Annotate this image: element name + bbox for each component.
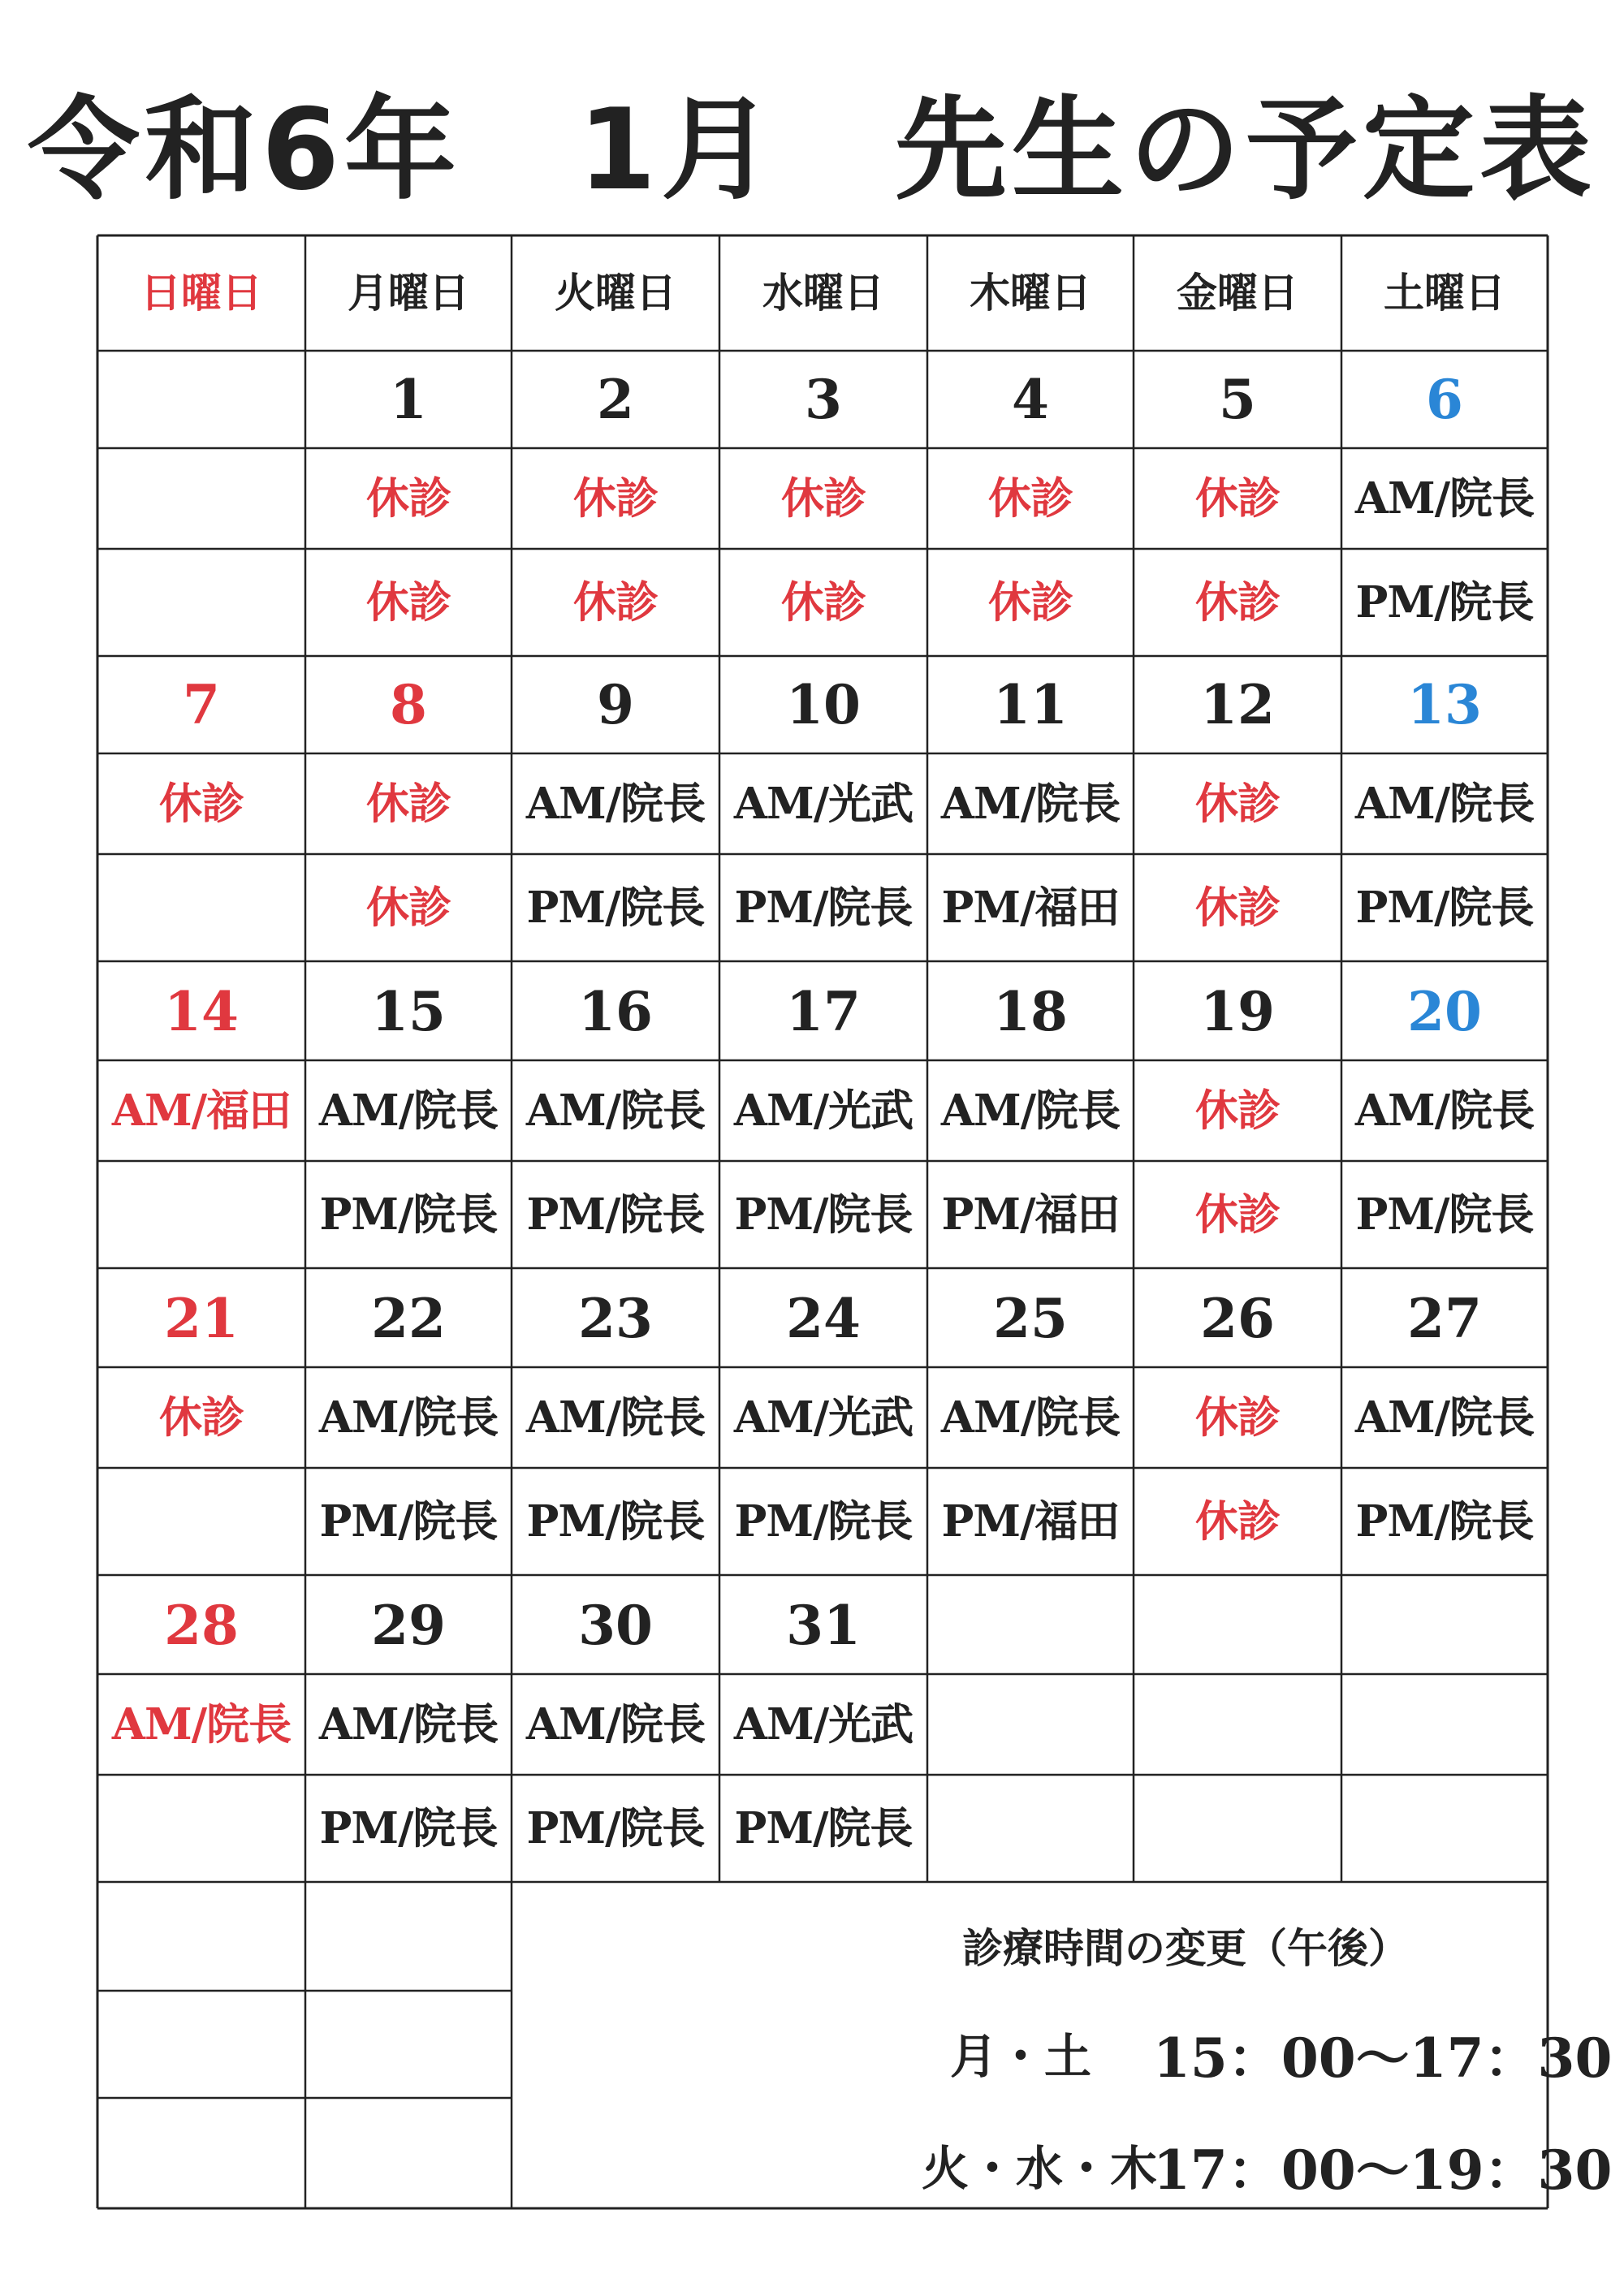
- pm-slot: PM/福田: [941, 1495, 1120, 1547]
- pm-slot: PM/院長: [1355, 1495, 1534, 1547]
- notice-time-2: 17：00～19：30: [1153, 2138, 1613, 2202]
- am-slot: AM/光武: [733, 1698, 914, 1750]
- pm-slot: PM/院長: [526, 1189, 705, 1240]
- notice-days-1: 月・土: [950, 2029, 1092, 2084]
- pm-slot: PM/院長: [734, 1802, 913, 1854]
- pm-slot: PM/院長: [734, 1495, 913, 1547]
- am-slot: AM/光武: [733, 778, 914, 829]
- pm-slot: PM/院長: [1355, 882, 1534, 933]
- pm-slot: PM/院長: [526, 882, 705, 933]
- am-slot: 休診: [366, 473, 451, 524]
- day-number: 3: [805, 368, 842, 431]
- pm-slot: 休診: [1195, 1189, 1280, 1240]
- am-slot: AM/院長: [318, 1392, 499, 1443]
- page-title: 令和6年 1月 先生の予定表: [27, 84, 1597, 215]
- am-slot: AM/院長: [525, 1698, 706, 1750]
- day-number: 14: [164, 980, 239, 1043]
- am-slot: 休診: [366, 778, 451, 829]
- day-number: 10: [786, 673, 861, 736]
- day-number: 11: [993, 673, 1068, 736]
- pm-slot: PM/院長: [1355, 576, 1534, 628]
- notice-title: 診療時間の変更（午後）: [962, 1925, 1409, 1972]
- notice-time-1: 15：00～17：30: [1153, 2026, 1613, 2090]
- pm-slot: 休診: [573, 576, 658, 628]
- day-number: 26: [1200, 1287, 1275, 1350]
- pm-slot: 休診: [366, 576, 451, 628]
- am-slot: 休診: [1195, 1085, 1280, 1136]
- pm-slot: PM/院長: [734, 1189, 913, 1240]
- weekday-header: 月曜日: [348, 270, 469, 317]
- day-number: 28: [164, 1594, 239, 1657]
- day-number: 13: [1407, 673, 1482, 736]
- am-slot: AM/院長: [318, 1085, 499, 1136]
- day-number: 15: [371, 980, 446, 1043]
- day-number: 6: [1426, 368, 1463, 431]
- am-slot: AM/福田: [111, 1085, 292, 1136]
- day-number: 8: [390, 673, 427, 736]
- am-slot: AM/院長: [1354, 1085, 1535, 1136]
- day-number: 17: [786, 980, 861, 1043]
- am-slot: 休診: [988, 473, 1073, 524]
- am-slot: AM/院長: [940, 1085, 1121, 1136]
- pm-slot: 休診: [988, 576, 1073, 628]
- day-number: 27: [1407, 1287, 1482, 1350]
- am-slot: AM/光武: [733, 1392, 914, 1443]
- day-number: 2: [597, 368, 634, 431]
- pm-slot: PM/福田: [941, 882, 1120, 933]
- day-number: 31: [786, 1594, 861, 1657]
- am-slot: 休診: [1195, 778, 1280, 829]
- weekday-header: 土曜日: [1384, 270, 1505, 317]
- pm-slot: 休診: [1195, 882, 1280, 933]
- day-number: 5: [1219, 368, 1256, 431]
- weekday-header: 金曜日: [1177, 270, 1298, 317]
- day-number: 1: [390, 368, 427, 431]
- day-number: 7: [183, 673, 220, 736]
- pm-slot: 休診: [366, 882, 451, 933]
- notice-days-2: 火・水・木: [922, 2141, 1158, 2196]
- day-number: 20: [1407, 980, 1482, 1043]
- weekday-header: 火曜日: [555, 270, 676, 317]
- pm-slot: PM/院長: [319, 1189, 498, 1240]
- notice-box: [512, 1882, 1613, 2208]
- day-number: 25: [993, 1287, 1068, 1350]
- day-number: 24: [786, 1287, 861, 1350]
- pm-slot: PM/福田: [941, 1189, 1120, 1240]
- day-number: 29: [371, 1594, 446, 1657]
- am-slot: AM/院長: [1354, 778, 1535, 829]
- am-slot: 休診: [159, 1392, 244, 1443]
- day-number: 4: [1012, 368, 1049, 431]
- am-slot: AM/院長: [318, 1698, 499, 1750]
- am-slot: AM/院長: [525, 1392, 706, 1443]
- am-slot: AM/光武: [733, 1085, 914, 1136]
- am-slot: AM/院長: [940, 778, 1121, 829]
- pm-slot: PM/院長: [526, 1802, 705, 1854]
- pm-slot: PM/院長: [526, 1495, 705, 1547]
- am-slot: AM/院長: [525, 778, 706, 829]
- pm-slot: 休診: [781, 576, 866, 628]
- pm-slot: PM/院長: [319, 1802, 498, 1854]
- pm-slot: 休診: [1195, 576, 1280, 628]
- weekday-header: 木曜日: [970, 270, 1091, 317]
- pm-slot: 休診: [1195, 1495, 1280, 1547]
- day-number: 12: [1200, 673, 1275, 736]
- day-number: 23: [578, 1287, 653, 1350]
- day-number: 22: [371, 1287, 446, 1350]
- day-number: 9: [597, 673, 634, 736]
- am-slot: AM/院長: [111, 1698, 292, 1750]
- day-number: 18: [993, 980, 1068, 1043]
- am-slot: AM/院長: [1354, 1392, 1535, 1443]
- am-slot: 休診: [1195, 1392, 1280, 1443]
- am-slot: AM/院長: [1354, 473, 1535, 524]
- am-slot: 休診: [1195, 473, 1280, 524]
- day-number: 19: [1200, 980, 1275, 1043]
- day-number: 16: [578, 980, 653, 1043]
- weekday-header: 水曜日: [762, 270, 884, 317]
- am-slot: 休診: [573, 473, 658, 524]
- am-slot: 休診: [781, 473, 866, 524]
- am-slot: AM/院長: [940, 1392, 1121, 1443]
- am-slot: 休診: [159, 778, 244, 829]
- pm-slot: PM/院長: [734, 882, 913, 933]
- weekday-header: 日曜日: [140, 270, 262, 317]
- am-slot: AM/院長: [525, 1085, 706, 1136]
- pm-slot: PM/院長: [1355, 1189, 1534, 1240]
- pm-slot: PM/院長: [319, 1495, 498, 1547]
- day-number: 21: [164, 1287, 239, 1350]
- day-number: 30: [578, 1594, 653, 1657]
